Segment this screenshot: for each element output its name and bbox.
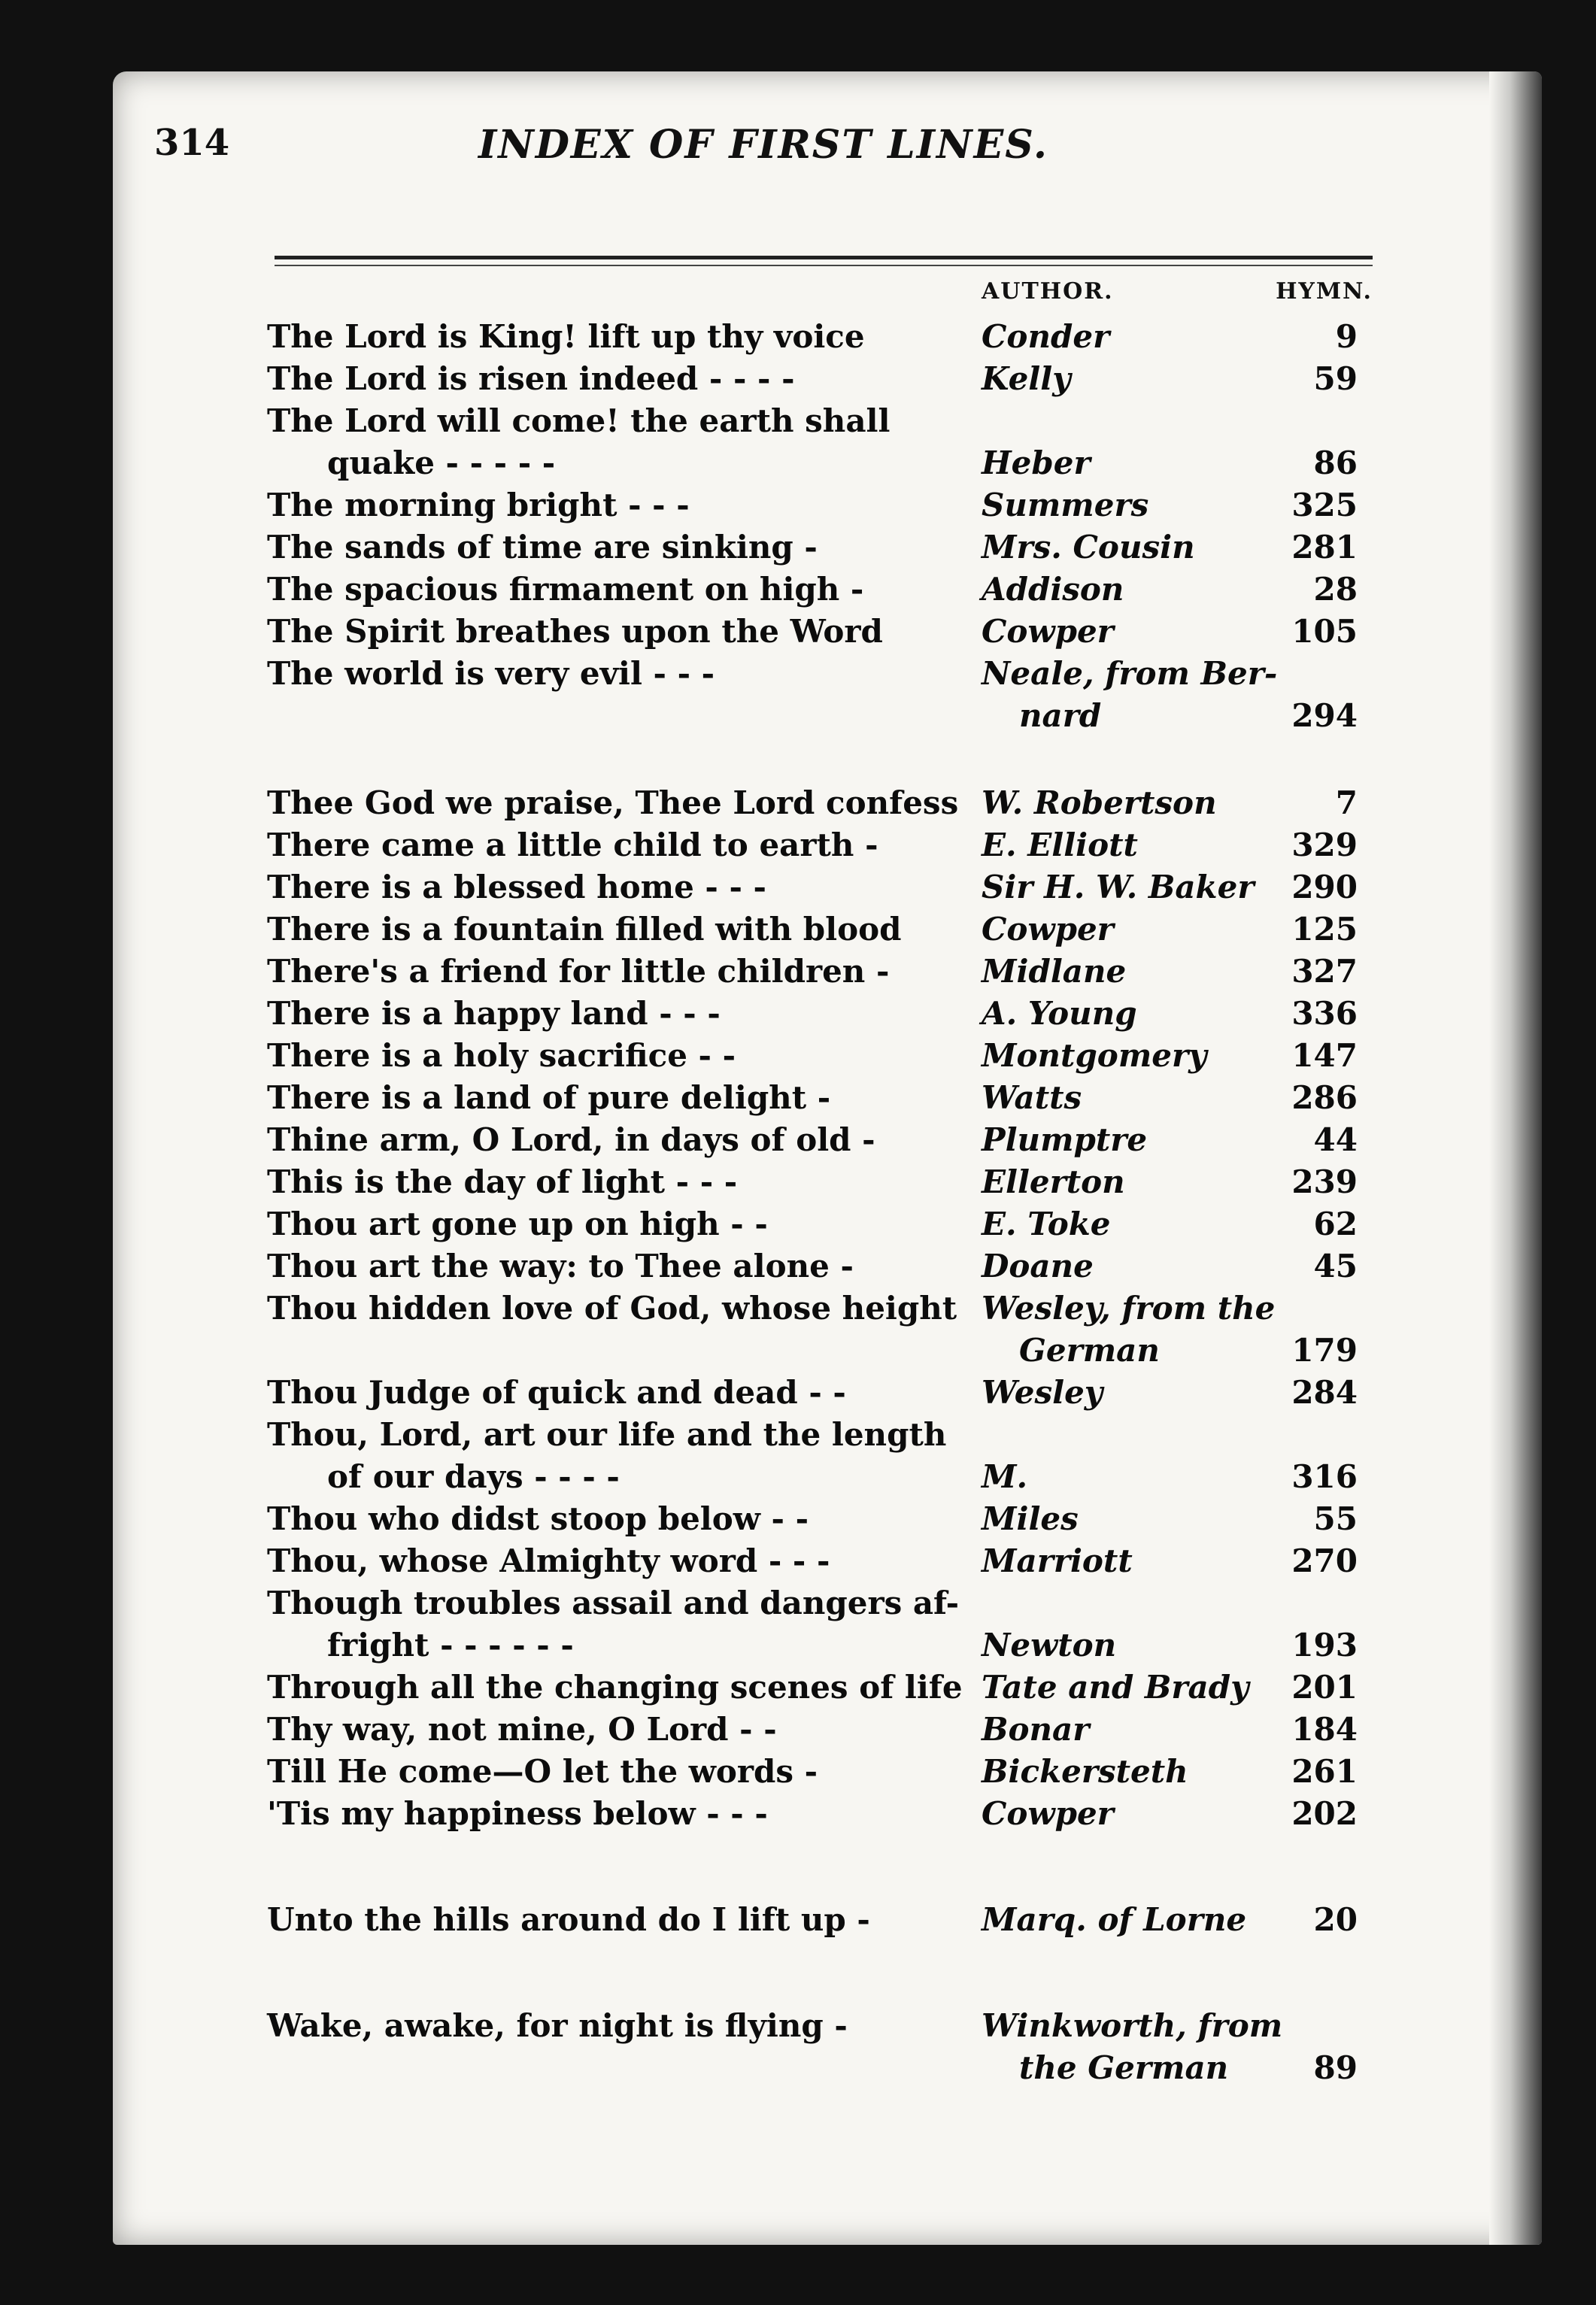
entry-author: Summers (982, 487, 1149, 523)
entry-hymn-number: 9 (1335, 318, 1358, 355)
entry-hymn-number: 147 (1291, 1037, 1358, 1074)
entry-first-line: Though troubles assail and dangers af- (267, 1585, 960, 1621)
entry-first-line: Thou art gone up on high - - (267, 1206, 768, 1242)
entry-line-continued (267, 2047, 1373, 2089)
entry-line (267, 993, 1373, 1035)
index-entry (267, 1203, 1373, 1245)
entry-first-line-continued: fright - - - - - - (327, 1627, 574, 1664)
entry-first-line: Thee God we praise, Thee Lord confess (267, 784, 959, 821)
page-title: INDEX OF FIRST LINES. (478, 122, 1048, 168)
entry-author: Ellerton (982, 1163, 1125, 1200)
entry-hymn-number: 55 (1313, 1500, 1358, 1537)
entry-line-continued (267, 442, 1373, 484)
entry-hymn-number: 20 (1313, 1901, 1358, 1938)
entry-hymn-number: 86 (1313, 444, 1358, 481)
entry-line (267, 316, 1373, 358)
entry-line (267, 611, 1373, 653)
entry-author: Cowper (982, 1795, 1114, 1832)
entry-first-line: Through all the changing scenes of life (267, 1669, 963, 1706)
entry-first-line: Thou who didst stoop below - - (267, 1500, 809, 1537)
entry-author: Midlane (982, 953, 1127, 990)
entry-hymn-number: 193 (1291, 1627, 1358, 1664)
entry-first-line: Thou, Lord, art our life and the length (267, 1416, 947, 1453)
entry-line (267, 866, 1373, 908)
entry-first-line: Thou hidden love of God, whose height (267, 1290, 957, 1327)
entry-first-line: Thou, whose Almighty word - - - (267, 1542, 830, 1579)
header-rule (275, 256, 1373, 259)
entry-first-line: The Lord is risen indeed - - - - (267, 360, 795, 397)
entry-author: Cowper (982, 613, 1114, 650)
entry-line (267, 908, 1373, 951)
entry-author: Sir H. W. Baker (982, 869, 1255, 905)
entry-first-line: Till He come—O let the words - (267, 1753, 818, 1790)
entry-first-line: The Spirit breathes upon the Word (267, 613, 883, 650)
entry-author-continued: nard (1019, 697, 1102, 734)
entry-first-line: Thou Judge of quick and dead - - (267, 1374, 846, 1411)
entry-author: Bonar (982, 1711, 1090, 1748)
entry-hymn-number: 316 (1291, 1458, 1358, 1495)
entry-hymn-number: 329 (1291, 826, 1358, 863)
index-entry (267, 316, 1373, 358)
entry-line (267, 824, 1373, 866)
entry-first-line: There is a land of pure delight - (267, 1079, 831, 1116)
entry-author-continued: German (1019, 1332, 1160, 1369)
entry-hymn-number: 290 (1291, 869, 1358, 905)
index-entry (267, 1751, 1373, 1793)
entry-line (267, 1899, 1373, 1941)
index-entry (267, 653, 1373, 737)
entry-author: Marriott (982, 1542, 1133, 1579)
entry-line (267, 782, 1373, 824)
entry-first-line: Unto the hills around do I lift up - (267, 1901, 870, 1938)
entry-hymn-number: 28 (1313, 571, 1358, 608)
index-entry (267, 1582, 1373, 1667)
index-entry (267, 1161, 1373, 1203)
entry-first-line: The morning bright - - - (267, 487, 690, 523)
entry-hymn-number: 201 (1291, 1669, 1358, 1706)
column-headers (275, 278, 1373, 308)
index-entry (267, 1498, 1373, 1540)
entry-author: Winkworth, from (982, 2007, 1283, 2044)
entry-line (267, 1414, 1373, 1456)
entry-line (267, 1751, 1373, 1793)
entry-first-line: Wake, awake, for night is flying - (267, 2007, 848, 2044)
entry-line (267, 1540, 1373, 1582)
entry-first-line: There is a holy sacrifice - - (267, 1037, 736, 1074)
index-entry (267, 951, 1373, 993)
index-entry (267, 782, 1373, 824)
entry-hymn-number: 62 (1313, 1206, 1358, 1242)
entry-author: Bickersteth (982, 1753, 1188, 1790)
entry-author: Wesley, from the (982, 1290, 1276, 1327)
entry-first-line: The Lord will come! the earth shall (267, 402, 891, 439)
index-entry (267, 400, 1373, 484)
index-entry (267, 1119, 1373, 1161)
section-gap (267, 1941, 1373, 2005)
entry-author: A. Young (982, 995, 1137, 1032)
entry-author: Plumptre (982, 1121, 1148, 1158)
entry-hymn-number: 261 (1291, 1753, 1358, 1790)
index-entry (267, 1414, 1373, 1498)
entry-hymn-number: 202 (1291, 1795, 1358, 1832)
index-entry (267, 1287, 1373, 1372)
entry-line (267, 526, 1373, 569)
entry-line-continued (267, 1456, 1373, 1498)
entry-author: Montgomery (982, 1037, 1207, 1074)
entry-hymn-number: 286 (1291, 1079, 1358, 1116)
entry-hymn-number: 239 (1291, 1163, 1358, 1200)
entry-line (267, 569, 1373, 611)
entry-hymn-number: 281 (1291, 529, 1358, 566)
entry-author: Neale, from Ber- (982, 655, 1278, 692)
entry-first-line: The sands of time are sinking - (267, 529, 818, 566)
page-header (154, 122, 1373, 182)
entry-first-line: Thy way, not mine, O Lord - - (267, 1711, 777, 1748)
entry-hymn-number: 327 (1291, 953, 1358, 990)
entry-line (267, 1119, 1373, 1161)
entry-hymn-number: 184 (1291, 1711, 1358, 1748)
index-entry (267, 1709, 1373, 1751)
entry-line (267, 1161, 1373, 1203)
entry-first-line: The Lord is King! lift up thy voice (267, 318, 865, 355)
entry-author: Wesley (982, 1374, 1103, 1411)
entry-author: Addison (982, 571, 1124, 608)
entry-author: Kelly (982, 360, 1071, 397)
entry-line (267, 951, 1373, 993)
section-gap (267, 737, 1373, 782)
entry-line (267, 653, 1373, 695)
entry-first-line: Thine arm, O Lord, in days of old - (267, 1121, 875, 1158)
entry-hymn-number: 336 (1291, 995, 1358, 1032)
index-entry (267, 484, 1373, 526)
entry-first-line-continued: quake - - - - - (327, 444, 556, 481)
entry-first-line: There is a blessed home - - - (267, 869, 766, 905)
entry-author: E. Toke (982, 1206, 1111, 1242)
index-entry (267, 1540, 1373, 1582)
entry-line (267, 1667, 1373, 1709)
index-entry (267, 824, 1373, 866)
entry-line (267, 1582, 1373, 1624)
entry-line (267, 2005, 1373, 2047)
entry-first-line: There came a little child to earth - (267, 826, 878, 863)
entry-first-line: There is a happy land - - - (267, 995, 721, 1032)
entry-line (267, 1203, 1373, 1245)
entry-line (267, 358, 1373, 400)
entry-hymn-number: 294 (1291, 697, 1358, 734)
entry-hymn-number: 45 (1313, 1248, 1358, 1284)
entry-author-continued: the German (1019, 2049, 1229, 2086)
entry-line-continued (267, 1624, 1373, 1667)
entry-line (267, 1372, 1373, 1414)
entry-author: Tate and Brady (982, 1669, 1249, 1706)
entry-hymn-number: 7 (1335, 784, 1358, 821)
entry-author: M. (982, 1458, 1028, 1495)
entry-line (267, 1709, 1373, 1751)
entry-author: E. Elliott (982, 826, 1138, 863)
entry-hymn-number: 179 (1291, 1332, 1358, 1369)
entry-first-line: There is a fountain filled with blood (267, 911, 902, 948)
entry-author: Cowper (982, 911, 1114, 948)
page-number: 314 (154, 122, 230, 164)
entry-hymn-number: 105 (1291, 613, 1358, 650)
index-entry (267, 1077, 1373, 1119)
entry-hymn-number: 325 (1291, 487, 1358, 523)
index-entry (267, 866, 1373, 908)
entry-line (267, 1245, 1373, 1287)
entry-author: Marq. of Lorne (982, 1901, 1247, 1938)
index-entry (267, 611, 1373, 653)
index-entry (267, 908, 1373, 951)
entry-line (267, 1793, 1373, 1835)
header-rule-thin (275, 265, 1373, 266)
column-header-hymn: HYMN. (1276, 278, 1373, 305)
index-entry (267, 1035, 1373, 1077)
index-entry (267, 1667, 1373, 1709)
index-entry (267, 1899, 1373, 1941)
index-entry (267, 1372, 1373, 1414)
index-entry (267, 358, 1373, 400)
entry-first-line: This is the day of light - - - (267, 1163, 738, 1200)
entry-hymn-number: 125 (1291, 911, 1358, 948)
entry-first-line: The spacious firmament on high - (267, 571, 864, 608)
index-entry (267, 2005, 1373, 2089)
entry-line (267, 1035, 1373, 1077)
entry-author: Mrs. Cousin (982, 529, 1195, 566)
entry-line-continued (267, 695, 1373, 737)
index-entry (267, 526, 1373, 569)
entry-line (267, 1287, 1373, 1330)
index-entry (267, 569, 1373, 611)
entry-line (267, 1498, 1373, 1540)
entry-line (267, 400, 1373, 442)
entry-hymn-number: 270 (1291, 1542, 1358, 1579)
entry-hymn-number: 89 (1313, 2049, 1358, 2086)
entry-author: Doane (982, 1248, 1094, 1284)
index-entries (267, 316, 1373, 2089)
entry-hymn-number: 59 (1313, 360, 1358, 397)
entry-line-continued (267, 1330, 1373, 1372)
entry-author: Watts (982, 1079, 1082, 1116)
index-entry (267, 1793, 1373, 1835)
entry-author: Heber (982, 444, 1091, 481)
index-entry (267, 1245, 1373, 1287)
entry-first-line: The world is very evil - - - (267, 655, 715, 692)
entry-hymn-number: 284 (1291, 1374, 1358, 1411)
entry-line (267, 1077, 1373, 1119)
column-header-author: AUTHOR. (982, 278, 1114, 305)
section-gap (267, 1835, 1373, 1899)
entry-first-line: 'Tis my happiness below - - - (267, 1795, 768, 1832)
index-entry (267, 993, 1373, 1035)
entry-first-line: Thou art the way: to Thee alone - (267, 1248, 854, 1284)
entry-author: W. Robertson (982, 784, 1217, 821)
entry-author: Conder (982, 318, 1110, 355)
entry-hymn-number: 44 (1313, 1121, 1358, 1158)
entry-author: Newton (982, 1627, 1117, 1664)
book-spine-shadow (1489, 71, 1542, 2245)
entry-author: Miles (982, 1500, 1079, 1537)
entry-first-line: There's a friend for little children - (267, 953, 890, 990)
entry-line (267, 484, 1373, 526)
entry-first-line-continued: of our days - - - - (327, 1458, 620, 1495)
